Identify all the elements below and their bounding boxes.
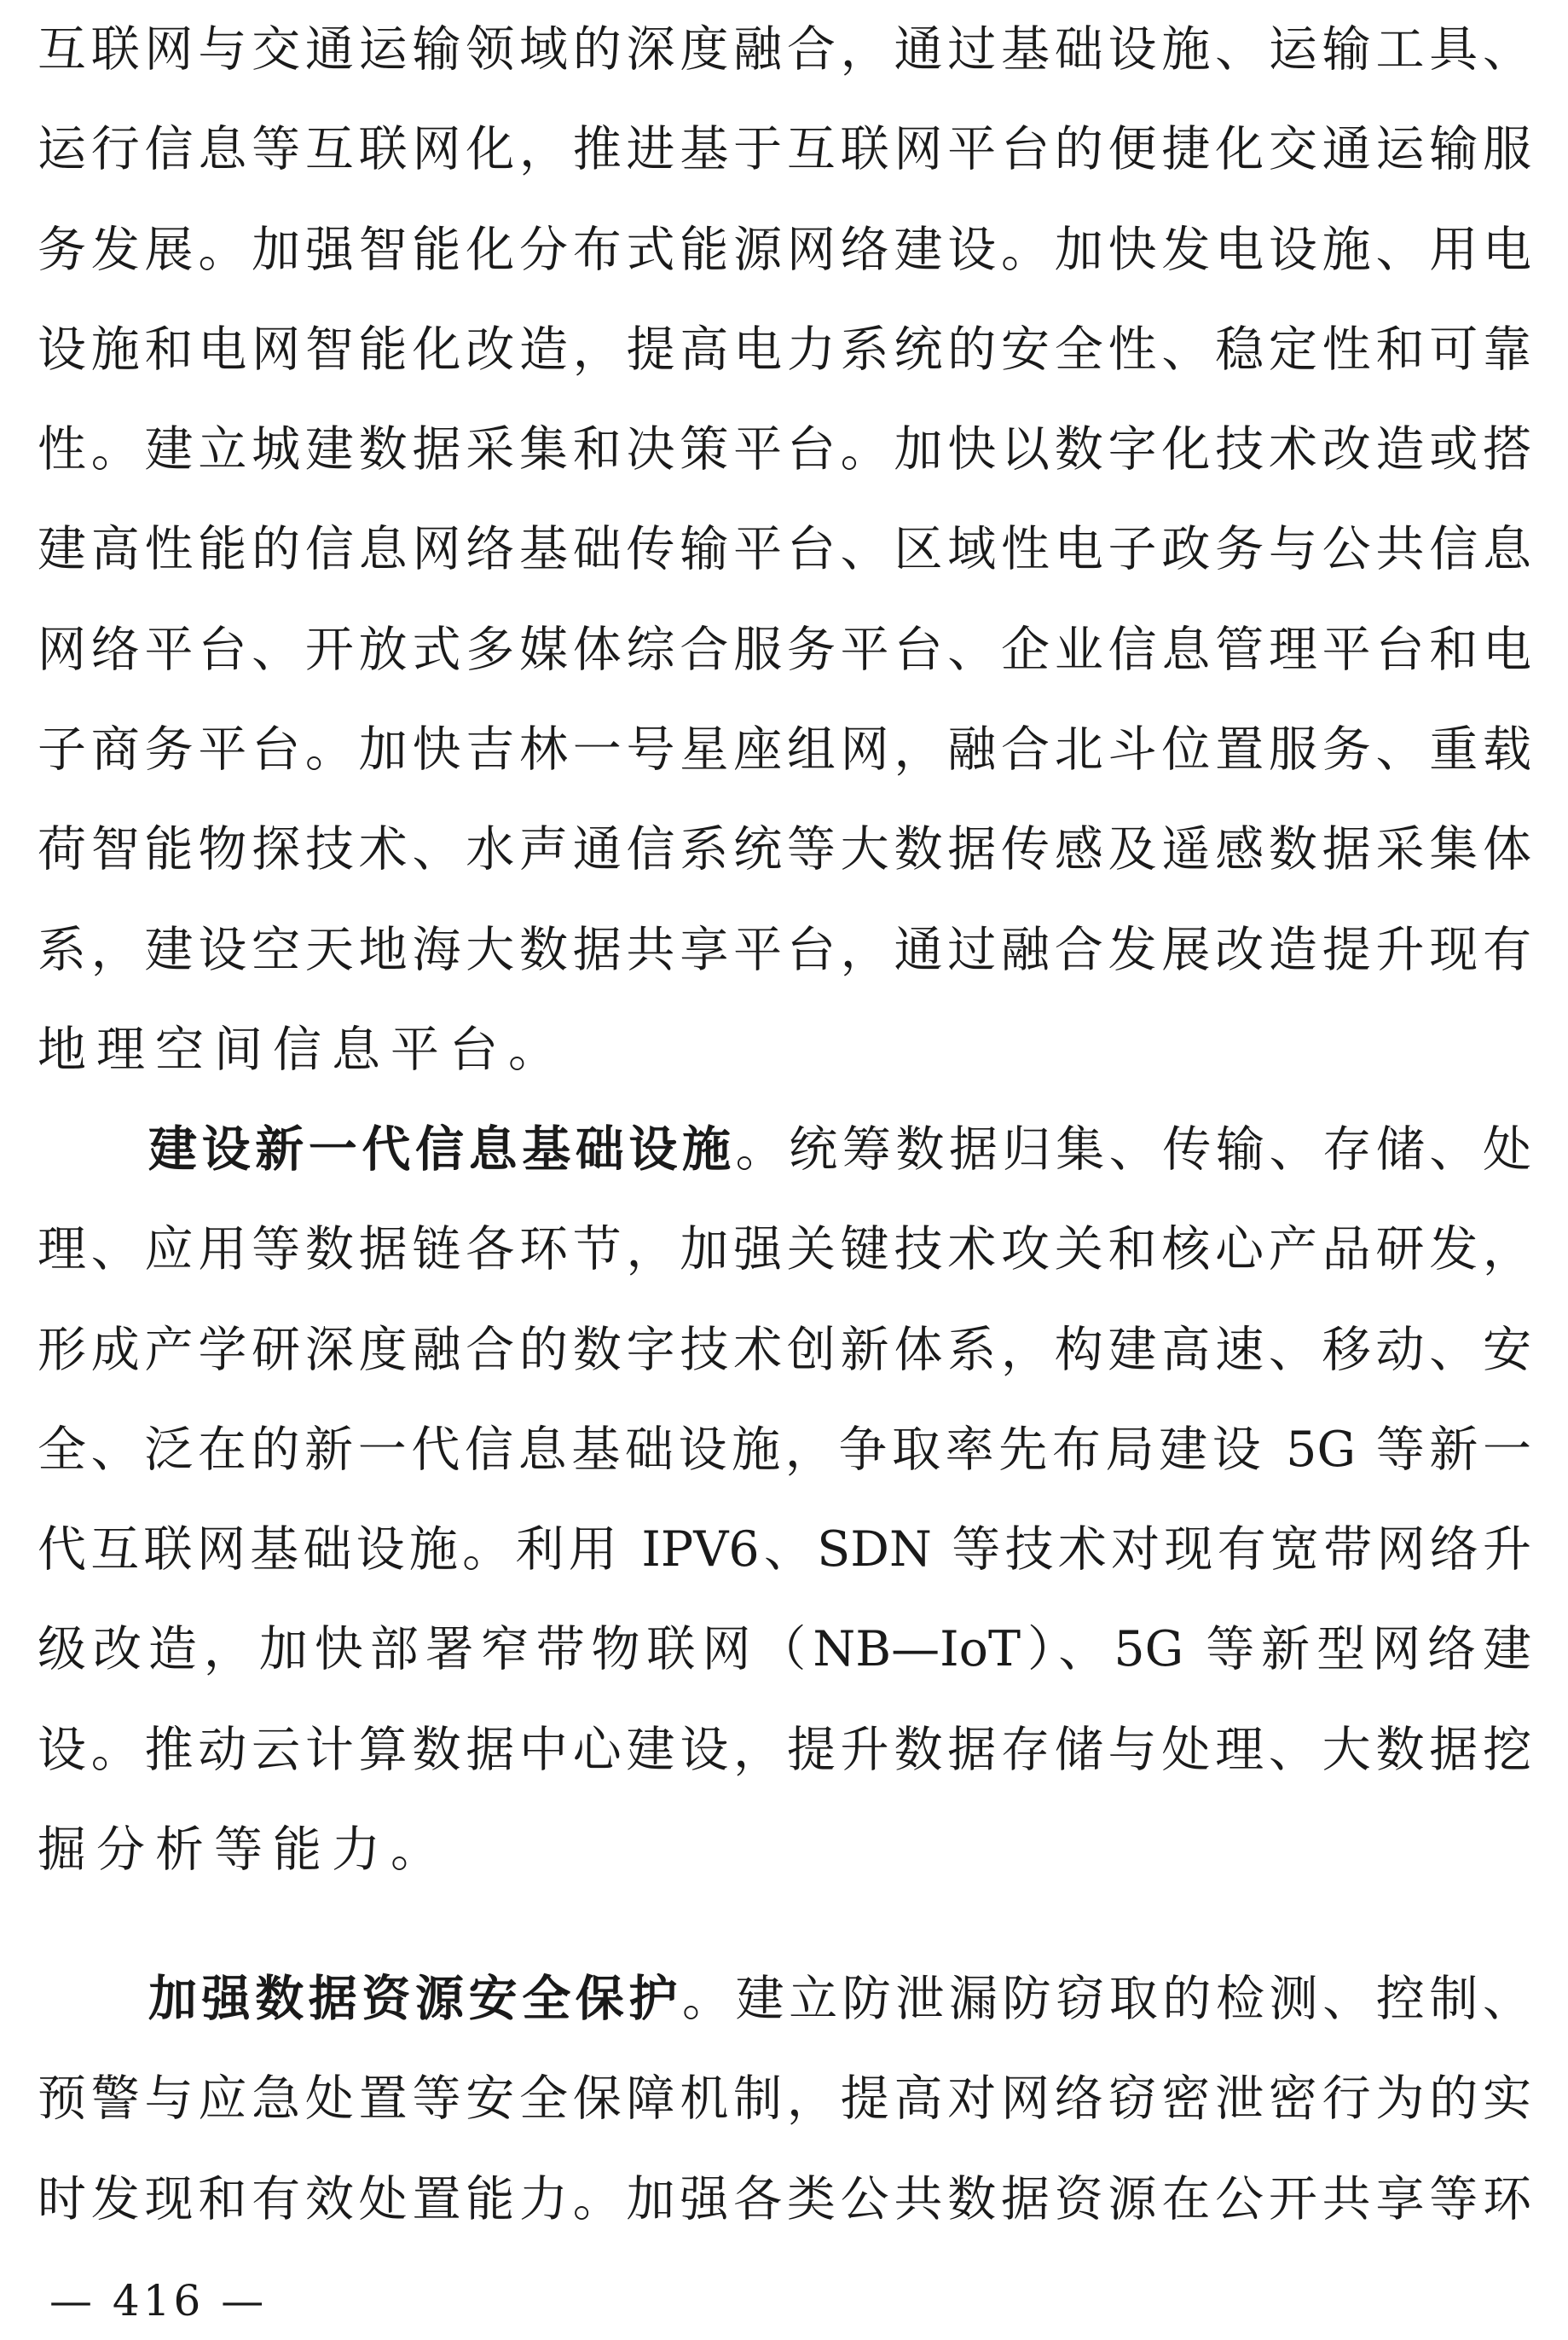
paragraph-line: 预警与应急处置等安全保障机制，提高对网络窃密泄密行为的实 xyxy=(38,2071,1531,2128)
paragraph-line: 理、应用等数据链各环节，加强关键技术攻关和核心产品研发， xyxy=(38,1221,1531,1278)
paragraph-line: 互联网与交通运输领域的深度融合，通过基础设施、运输工具、 xyxy=(38,21,1531,78)
paragraph-line: 全、泛在的新一代信息基础设施，争取率先布局建设 5G 等新一 xyxy=(38,1421,1531,1478)
paragraph-line: 系，建设空天地海大数据共享平台，通过融合发展改造提升现有 xyxy=(38,921,1531,978)
paragraph-lead-heading: 建设新一代信息基础设施 xyxy=(148,1121,736,1178)
paragraph-line: 掘分析等能力。 xyxy=(38,1822,449,1879)
paragraph-line: 形成产学研深度融合的数字技术创新体系，构建高速、移动、安 xyxy=(38,1321,1531,1378)
paragraph-3 xyxy=(38,1949,1531,2250)
paragraph-line: 地理空间信息平台。 xyxy=(38,1021,567,1078)
paragraph-line: 荷智能物探技术、水声通信系统等大数据传感及遥感数据采集体 xyxy=(38,821,1531,878)
paragraph-line: 设。推动云计算数据中心建设，提升数据存储与处理、大数据挖 xyxy=(38,1721,1531,1778)
paragraph-line: 子商务平台。加快吉林一号星座组网，融合北斗位置服务、重载 xyxy=(38,721,1531,779)
paragraph-line: 运行信息等互联网化，推进基于互联网平台的便捷化交通运输服 xyxy=(38,121,1531,178)
paragraph-line: 设施和电网智能化改造，提高电力系统的安全性、稳定性和可靠 xyxy=(38,321,1531,378)
paragraph-line: 级改造，加快部署窄带物联网（NB—IoT）、5G 等新型网络建 xyxy=(38,1621,1531,1678)
paragraph-lead-heading: 加强数据资源安全保护 xyxy=(148,1971,682,2027)
paragraph-line: 建高性能的信息网络基础传输平台、区域性电子政务与公共信息 xyxy=(38,521,1531,578)
paragraph-first-line xyxy=(38,1949,1531,2049)
paragraph-first-line-text: 。统筹数据归集、传输、存储、处 xyxy=(735,1121,1532,1178)
paragraph-first-line xyxy=(38,1100,1531,1200)
paragraph-2 xyxy=(38,1100,1531,1900)
paragraph-line: 务发展。加强智能化分布式能源网络建设。加快发电设施、用电 xyxy=(38,221,1531,278)
paragraph-first-line-text: 。建立防泄漏防窃取的检测、控制、 xyxy=(682,1971,1531,2027)
page-number: — 416 — xyxy=(49,2276,268,2326)
paragraph-1 xyxy=(38,0,1531,1100)
paragraph-line: 性。建立城建数据采集和决策平台。加快以数字化技术改造或搭 xyxy=(38,421,1531,478)
paragraph-line: 代互联网基础设施。利用 IPV6、SDN 等技术对现有宽带网络升 xyxy=(38,1521,1531,1578)
paragraph-line: 时发现和有效处置能力。加强各类公共数据资源在公开共享等环 xyxy=(38,2170,1531,2227)
paragraph-line: 网络平台、开放式多媒体综合服务平台、企业信息管理平台和电 xyxy=(38,621,1531,678)
